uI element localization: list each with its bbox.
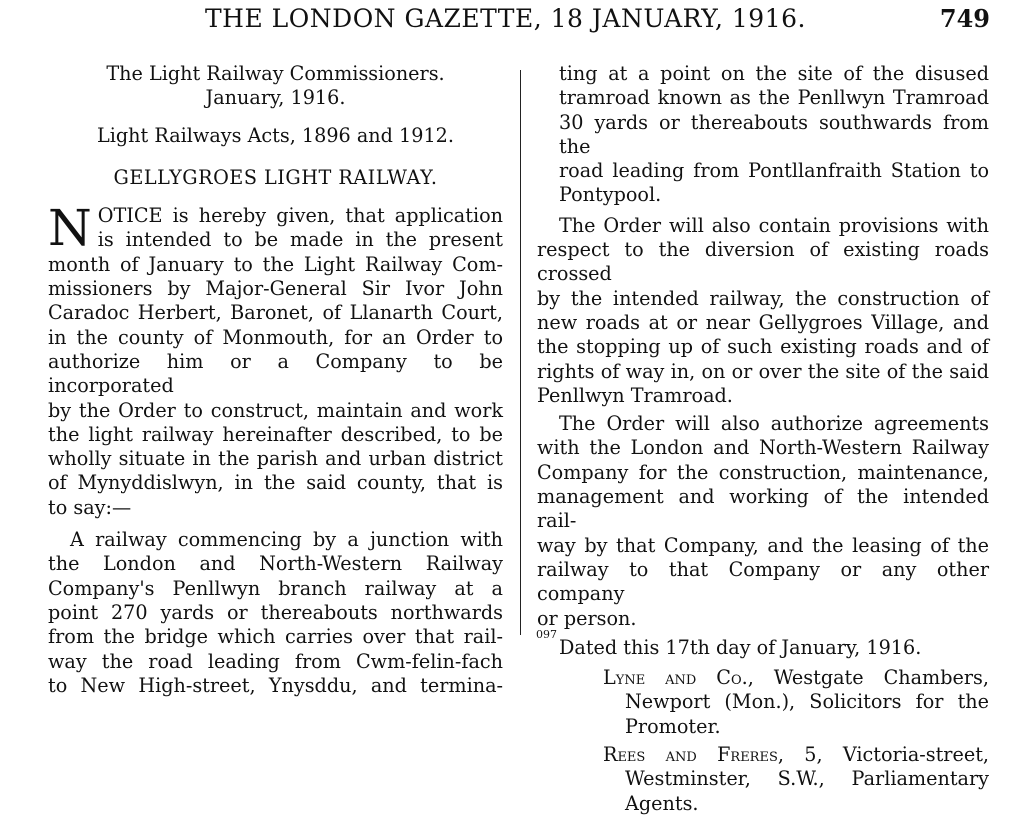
signatory-line: Agents. bbox=[625, 791, 699, 815]
right-column bbox=[537, 62, 989, 816]
dated-line: Dated this 17th day of January, 1916. bbox=[559, 635, 922, 659]
signatory-first-line bbox=[603, 666, 989, 690]
notice-line: missioners by Major-General Sir Ivor John bbox=[48, 277, 503, 301]
continuation-line: tramroad known as the Penllwyn Tramroad bbox=[559, 86, 989, 110]
continuation-line: Pontypool. bbox=[559, 183, 662, 207]
continuation-line: road leading from Pontllanfraith Station to bbox=[559, 159, 989, 183]
page-header bbox=[0, 4, 1024, 36]
column-divider bbox=[520, 70, 521, 635]
provisions-line: respect to the diversion of existing roads crossed bbox=[537, 238, 989, 286]
left-column bbox=[48, 62, 503, 698]
signatory-name: Lyne and Co. bbox=[603, 666, 748, 690]
notice-paragraph bbox=[48, 199, 503, 520]
notice-line: wholly situate in the parish and urban district bbox=[48, 447, 503, 471]
signatory-line: Westminster, S.W., Parliamentary bbox=[625, 767, 989, 791]
notice-line: month of January to the Light Railway Com- bbox=[48, 252, 503, 276]
provisions-line: Penllwyn Tramroad. bbox=[537, 383, 733, 407]
railway-continuation bbox=[537, 62, 989, 208]
provisions-line: rights of way in, on or over the site of the said bbox=[537, 359, 989, 383]
continuation-line: 30 yards or thereabouts southwards from the bbox=[559, 110, 989, 158]
continuation-line: ting at a point on the site of the disused bbox=[559, 62, 989, 85]
signatory-line: Newport (Mon.), Solicitors for the bbox=[625, 690, 989, 714]
signatory-address: , 5, Victoria-street, bbox=[777, 743, 989, 767]
railway-description bbox=[48, 528, 503, 698]
agreements-line: with the London and North-Western Railway bbox=[537, 436, 989, 460]
acts-line: Light Railways Acts, 1896 and 1912. bbox=[97, 123, 454, 147]
agreements-line: railway to that Company or any other company bbox=[537, 557, 989, 606]
agreements-line: The Order will also authorize agreements bbox=[559, 412, 989, 436]
agreements-line: way by that Company, and the leasing of the bbox=[537, 533, 989, 557]
provisions-line: The Order will also contain provisions with bbox=[559, 213, 989, 237]
notice-line: to say:— bbox=[48, 495, 132, 519]
notice-line: by the Order to construct, maintain and work bbox=[48, 398, 503, 422]
provisions-line: the stopping up of such existing roads and of bbox=[537, 335, 989, 359]
page-number: 749 bbox=[939, 4, 990, 33]
provisions-line: new roads at or near Gellygroes Village, and bbox=[537, 310, 989, 334]
provisions-line: by the intended railway, the construction of bbox=[537, 286, 989, 310]
notice-line: Caradoc Herbert, Baronet, of Llanarth Court, bbox=[48, 301, 503, 325]
gazette-title: THE LONDON GAZETTE, 18 JANUARY, 1916. bbox=[205, 4, 806, 33]
notice-line: the light railway hereinafter described, to be bbox=[48, 422, 503, 446]
signatory-name: Rees and Freres bbox=[603, 743, 778, 767]
notice-line: in the county of Monmouth, for an Order to bbox=[48, 325, 503, 349]
railway-line: to New High-street, Ynysddu, and termina- bbox=[48, 673, 503, 697]
issuer-line: The Light Railway Commissioners. bbox=[106, 62, 445, 85]
agreements-paragraph bbox=[537, 412, 989, 631]
railway-line: way the road leading from Cwm-felin-fach bbox=[48, 649, 503, 673]
agreements-line: management and working of the intended rail- bbox=[537, 485, 989, 533]
notice-line: OTICE is hereby given, that application bbox=[97, 204, 503, 228]
drop-cap: N bbox=[48, 199, 92, 258]
notice-line: is intended to be made in the present bbox=[97, 228, 503, 252]
notice-line: authorize him or a Company to be incorporated bbox=[48, 349, 503, 398]
railway-line: the London and North-Western Railway bbox=[48, 552, 503, 576]
agreements-line: or person. bbox=[537, 606, 637, 630]
railway-line: point 270 yards or thereabouts northwards bbox=[48, 600, 503, 624]
railway-line: from the bridge which carries over that rail- bbox=[48, 625, 503, 649]
provisions-paragraph bbox=[537, 214, 989, 408]
footnote-code: 097 bbox=[536, 628, 557, 641]
signatory-line: Promoter. bbox=[625, 714, 721, 738]
notice-heading: GELLYGROES LIGHT RAILWAY. bbox=[113, 165, 438, 189]
signatory-first-line bbox=[603, 743, 989, 767]
notice-date: January, 1916. bbox=[205, 86, 346, 110]
agreements-line: Company for the construction, maintenance, bbox=[537, 460, 989, 484]
railway-line: A railway commencing by a junction with bbox=[70, 528, 503, 552]
signatory-address: , Westgate Chambers, bbox=[747, 666, 989, 690]
signatory-lyne bbox=[537, 666, 989, 739]
signatory-rees bbox=[537, 743, 989, 816]
railway-line: Company's Penllwyn branch railway at a bbox=[48, 576, 503, 600]
notice-line: of Mynyddislwyn, in the said county, that is bbox=[48, 471, 503, 495]
